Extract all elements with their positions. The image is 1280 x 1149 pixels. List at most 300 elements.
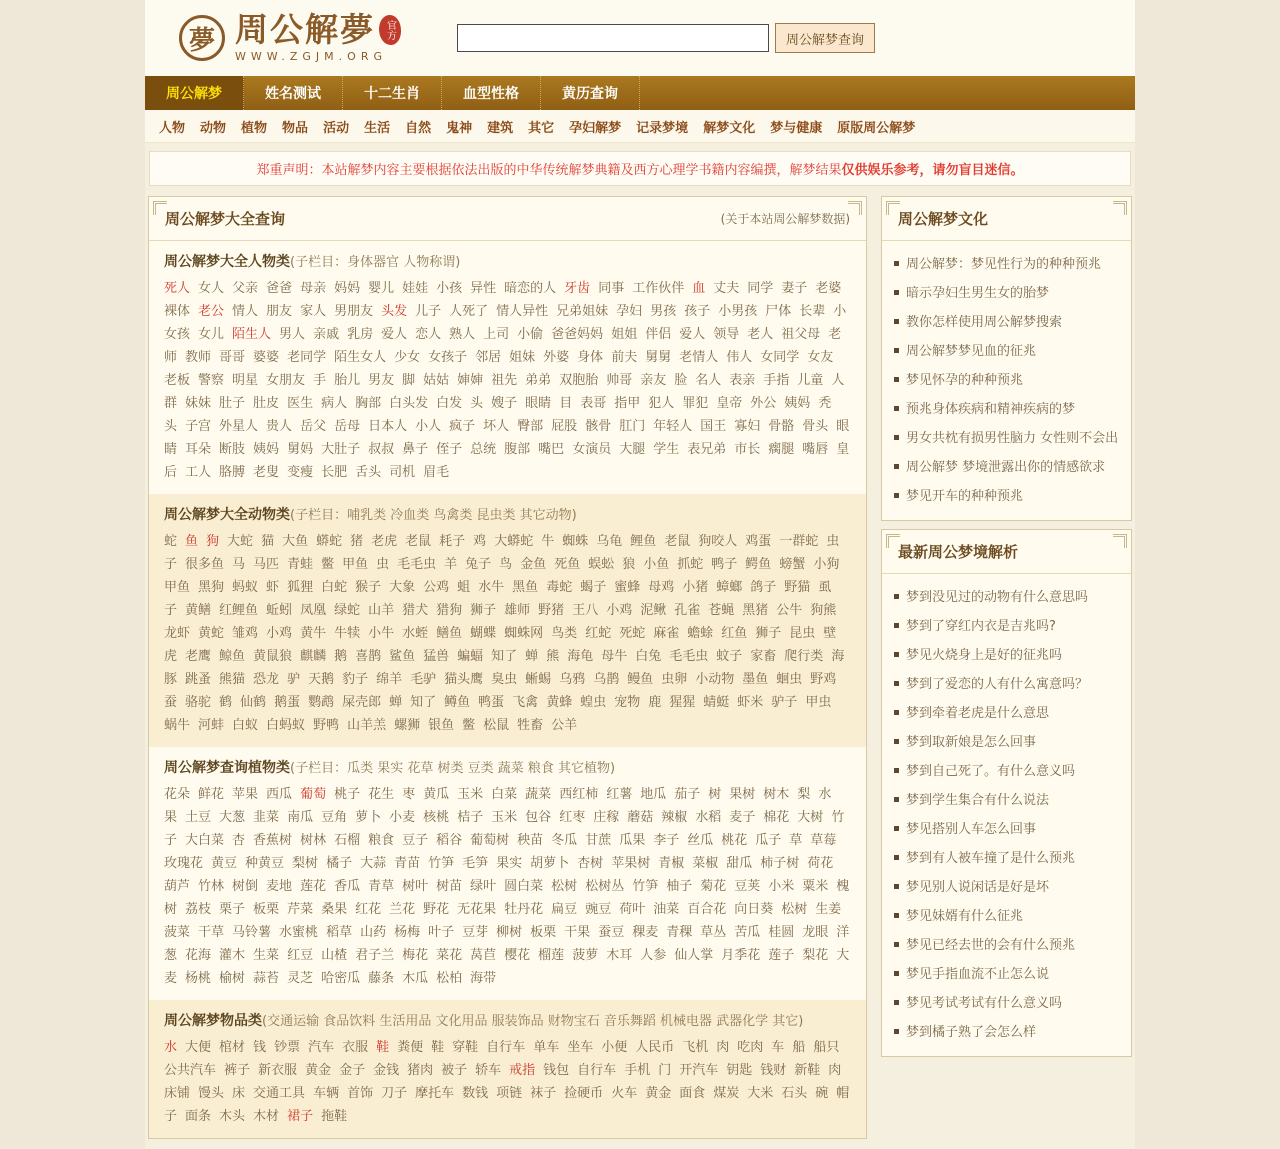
- dream-keyword-link[interactable]: 鸟类: [551, 626, 578, 641]
- dream-keyword-link[interactable]: 老婆: [815, 281, 842, 296]
- dream-keyword-link[interactable]: 水: [164, 1040, 178, 1055]
- dream-keyword-link[interactable]: 手机: [624, 1063, 651, 1078]
- dream-keyword-link[interactable]: 鸽子: [750, 580, 777, 595]
- dream-keyword-link[interactable]: 蝎子: [580, 580, 607, 595]
- dream-keyword-link[interactable]: 肛门: [619, 419, 646, 434]
- dream-keyword-link[interactable]: 青蛙: [287, 557, 314, 572]
- dream-keyword-link[interactable]: 梨树: [292, 856, 319, 871]
- dream-keyword-link[interactable]: 市长: [734, 442, 761, 457]
- dream-keyword-link[interactable]: 蝉: [389, 695, 403, 710]
- dream-keyword-link[interactable]: 小米: [768, 879, 795, 894]
- dream-keyword-link[interactable]: 瓜果: [619, 833, 646, 848]
- dream-keyword-link[interactable]: 黄鼠狼: [253, 649, 293, 664]
- dream-keyword-link[interactable]: 婶婶: [457, 373, 484, 388]
- dream-keyword-link[interactable]: 山药: [360, 925, 387, 940]
- dream-keyword-link[interactable]: 毛毛虫: [397, 557, 437, 572]
- dream-keyword-link[interactable]: 爬行类: [784, 649, 824, 664]
- dream-keyword-link[interactable]: 柳树: [496, 925, 523, 940]
- dream-keyword-link[interactable]: 鹅蛋: [274, 695, 301, 710]
- dream-keyword-link[interactable]: 人群: [164, 373, 845, 411]
- dream-keyword-link[interactable]: 恋人: [415, 327, 442, 342]
- subnav-item[interactable]: 动物: [200, 120, 227, 136]
- dream-keyword-link[interactable]: 松树丛: [585, 879, 625, 894]
- dream-keyword-link[interactable]: 西红柿: [559, 787, 599, 802]
- subnav-item[interactable]: 建筑: [487, 120, 514, 136]
- dream-keyword-link[interactable]: 蒜苔: [253, 971, 280, 986]
- dream-keyword-link[interactable]: 蛇: [164, 534, 178, 549]
- dream-keyword-link[interactable]: 乌龟: [596, 534, 623, 549]
- dream-keyword-link[interactable]: 毒蛇: [546, 580, 573, 595]
- dream-keyword-link[interactable]: 麻雀: [653, 626, 680, 641]
- dream-keyword-link[interactable]: 暗恋的人: [504, 281, 557, 296]
- dream-keyword-link[interactable]: 甲鱼: [164, 580, 191, 595]
- subnav-item[interactable]: 生活: [364, 120, 391, 136]
- dream-keyword-link[interactable]: 水蛭: [402, 626, 429, 641]
- dream-keyword-link[interactable]: 舅妈: [287, 442, 314, 457]
- dream-keyword-link[interactable]: 苍蝇: [708, 603, 735, 618]
- dream-keyword-link[interactable]: 竹笋: [632, 879, 659, 894]
- dream-keyword-link[interactable]: 哈密瓜: [321, 971, 361, 986]
- sidebar-article-link[interactable]: [894, 612, 1119, 641]
- dream-keyword-link[interactable]: 青草: [368, 879, 395, 894]
- dream-keyword-link[interactable]: 鸡蛋: [745, 534, 772, 549]
- dream-keyword-link[interactable]: 头: [470, 396, 484, 411]
- dream-keyword-link[interactable]: 母鸡: [648, 580, 675, 595]
- dream-keyword-link[interactable]: 虫子: [164, 534, 840, 572]
- dream-keyword-link[interactable]: 小鸡: [266, 626, 293, 641]
- dream-keyword-link[interactable]: 种黄豆: [245, 856, 285, 871]
- dream-keyword-link[interactable]: 灵芝: [287, 971, 314, 986]
- dream-keyword-link[interactable]: 孔雀: [674, 603, 701, 618]
- dream-keyword-link[interactable]: 蝴蝶: [470, 626, 497, 641]
- dream-keyword-link[interactable]: 黄金: [645, 1086, 672, 1101]
- sidebar-article-link[interactable]: [894, 902, 1119, 931]
- dream-keyword-link[interactable]: 山羊羔: [347, 718, 387, 733]
- dream-keyword-link[interactable]: 老师: [164, 327, 842, 365]
- dream-keyword-link[interactable]: 苹果: [232, 787, 259, 802]
- dream-keyword-link[interactable]: 煤炭: [713, 1086, 740, 1101]
- dream-keyword-link[interactable]: 妈妈: [334, 281, 361, 296]
- dream-keyword-link[interactable]: 肉: [828, 1063, 842, 1078]
- dream-keyword-link[interactable]: 表兄弟: [687, 442, 727, 457]
- dream-keyword-link[interactable]: 小女孩: [164, 304, 847, 342]
- dream-keyword-link[interactable]: 猎犬: [402, 603, 429, 618]
- dream-keyword-link[interactable]: 黄牛: [300, 626, 327, 641]
- dream-keyword-link[interactable]: 棉花: [763, 810, 790, 825]
- dream-keyword-link[interactable]: 大鱼: [282, 534, 309, 549]
- sidebar-article-link[interactable]: [894, 453, 1119, 482]
- dream-keyword-link[interactable]: 异性: [470, 281, 497, 296]
- dream-keyword-link[interactable]: 甘蔗: [585, 833, 612, 848]
- dream-keyword-link[interactable]: 肚子: [219, 396, 246, 411]
- dream-keyword-link[interactable]: 钱: [253, 1040, 267, 1055]
- dream-keyword-link[interactable]: 狮子: [470, 603, 497, 618]
- dream-keyword-link[interactable]: 黑猪: [742, 603, 769, 618]
- dream-keyword-link[interactable]: 姨妈: [253, 442, 280, 457]
- dream-keyword-link[interactable]: 雏鸡: [232, 626, 259, 641]
- dream-keyword-link[interactable]: 耳朵: [185, 442, 212, 457]
- dream-keyword-link[interactable]: 父亲: [232, 281, 259, 296]
- dream-keyword-link[interactable]: 树木: [763, 787, 790, 802]
- dream-keyword-link[interactable]: 丝瓜: [687, 833, 714, 848]
- dream-keyword-link[interactable]: 苦瓜: [734, 925, 761, 940]
- dream-keyword-link[interactable]: 豆角: [321, 810, 348, 825]
- dream-keyword-link[interactable]: 岳母: [334, 419, 361, 434]
- dream-keyword-link[interactable]: 胡萝卜: [530, 856, 570, 871]
- dream-keyword-link[interactable]: 绿蛇: [334, 603, 361, 618]
- subnav-item[interactable]: 自然: [405, 120, 432, 136]
- dream-keyword-link[interactable]: 爸爸: [266, 281, 293, 296]
- dream-keyword-link[interactable]: 生姜: [815, 902, 842, 917]
- dream-keyword-link[interactable]: 桃花: [721, 833, 748, 848]
- dream-keyword-link[interactable]: 豆芽: [462, 925, 489, 940]
- dream-keyword-link[interactable]: 杨梅: [394, 925, 421, 940]
- sidebar-article-link[interactable]: [894, 960, 1119, 989]
- dream-keyword-link[interactable]: 鲜花: [198, 787, 225, 802]
- dream-keyword-link[interactable]: 刀子: [381, 1086, 408, 1101]
- dream-keyword-link[interactable]: 女朋友: [266, 373, 306, 388]
- sidebar-article-link[interactable]: [894, 395, 1119, 424]
- dream-keyword-link[interactable]: 姐妹: [509, 350, 536, 365]
- dream-keyword-link[interactable]: 甜瓜: [726, 856, 753, 871]
- dream-keyword-link[interactable]: 柿子树: [760, 856, 800, 871]
- dream-keyword-link[interactable]: 船: [792, 1040, 806, 1055]
- dream-keyword-link[interactable]: 驴子: [771, 695, 798, 710]
- dream-keyword-link[interactable]: 河蚌: [198, 718, 225, 733]
- dream-keyword-link[interactable]: 冬瓜: [551, 833, 578, 848]
- dream-keyword-link[interactable]: 海带: [470, 971, 497, 986]
- dream-keyword-link[interactable]: 蝉: [525, 649, 539, 664]
- dream-keyword-link[interactable]: 寡妇: [734, 419, 761, 434]
- dream-keyword-link[interactable]: 海豚: [164, 649, 845, 687]
- dream-keyword-link[interactable]: 疯子: [449, 419, 476, 434]
- dream-keyword-link[interactable]: 狮子: [755, 626, 782, 641]
- dream-keyword-link[interactable]: 驴: [287, 672, 301, 687]
- dream-keyword-link[interactable]: 牛: [541, 534, 555, 549]
- dream-keyword-link[interactable]: 泥鳅: [640, 603, 667, 618]
- dream-keyword-link[interactable]: 贵人: [266, 419, 293, 434]
- dream-keyword-link[interactable]: 国王: [700, 419, 727, 434]
- dream-keyword-link[interactable]: 金钱: [373, 1063, 400, 1078]
- dream-keyword-link[interactable]: 猴子: [355, 580, 382, 595]
- dream-keyword-link[interactable]: 葡萄: [300, 787, 327, 802]
- dream-keyword-link[interactable]: 病人: [321, 396, 348, 411]
- dream-keyword-link[interactable]: 大蒜: [360, 856, 387, 871]
- dream-keyword-link[interactable]: 眼睛: [525, 396, 552, 411]
- dream-keyword-link[interactable]: 月季花: [721, 948, 761, 963]
- dream-keyword-link[interactable]: 肉: [716, 1040, 730, 1055]
- dream-keyword-link[interactable]: 捡硬币: [564, 1086, 604, 1101]
- dream-keyword-link[interactable]: 面条: [185, 1109, 212, 1124]
- dream-keyword-link[interactable]: 牡丹花: [504, 902, 544, 917]
- dream-keyword-link[interactable]: 母牛: [601, 649, 628, 664]
- dream-keyword-link[interactable]: 松树: [551, 879, 578, 894]
- dream-keyword-link[interactable]: 莴苣: [470, 948, 497, 963]
- dream-keyword-link[interactable]: 竹笋: [428, 856, 455, 871]
- dream-keyword-link[interactable]: 水蜜桃: [279, 925, 319, 940]
- dream-keyword-link[interactable]: 女同学: [760, 350, 800, 365]
- dream-keyword-link[interactable]: 棺材: [219, 1040, 246, 1055]
- dream-keyword-link[interactable]: 豹子: [342, 672, 369, 687]
- dream-keyword-link[interactable]: 豆荚: [734, 879, 761, 894]
- dream-keyword-link[interactable]: 螃蟹: [779, 557, 806, 572]
- dream-keyword-link[interactable]: 蜥蜴: [525, 672, 552, 687]
- dream-keyword-link[interactable]: 裤子: [224, 1063, 251, 1078]
- dream-keyword-link[interactable]: 龙眼: [802, 925, 829, 940]
- dream-keyword-link[interactable]: 青椒: [658, 856, 685, 871]
- dream-keyword-link[interactable]: 猫: [261, 534, 275, 549]
- sidebar-article-link[interactable]: [894, 583, 1119, 612]
- sidebar-article-link[interactable]: [894, 757, 1119, 786]
- dream-keyword-link[interactable]: 老鹰: [185, 649, 212, 664]
- subnav-item[interactable]: 鬼神: [446, 120, 473, 136]
- dream-keyword-link[interactable]: 馒头: [198, 1086, 225, 1101]
- dream-keyword-link[interactable]: 老鼠: [405, 534, 432, 549]
- section-subcolumns[interactable]: (交通运输 食品饮料 生活用品 文化用品 服装饰品 财物宝石 音乐舞蹈 机械电器 武器化学 其它): [262, 1014, 804, 1029]
- dream-keyword-link[interactable]: 鸡: [473, 534, 487, 549]
- dream-keyword-link[interactable]: 玉米: [491, 810, 518, 825]
- dream-keyword-link[interactable]: 葡萄树: [470, 833, 510, 848]
- dream-keyword-link[interactable]: 婆婆: [253, 350, 280, 365]
- dream-keyword-link[interactable]: 大米: [747, 1086, 774, 1101]
- dream-keyword-link[interactable]: 脚: [402, 373, 416, 388]
- dream-keyword-link[interactable]: 狗: [206, 534, 220, 549]
- dream-keyword-link[interactable]: 穿鞋: [452, 1040, 479, 1055]
- dream-keyword-link[interactable]: 屎壳郎: [342, 695, 382, 710]
- dream-keyword-link[interactable]: 香瓜: [334, 879, 361, 894]
- dream-keyword-link[interactable]: 稻谷: [436, 833, 463, 848]
- dream-keyword-link[interactable]: 表哥: [580, 396, 607, 411]
- dream-keyword-link[interactable]: 野猪: [538, 603, 565, 618]
- dream-keyword-link[interactable]: 裸体: [164, 304, 191, 319]
- dream-keyword-link[interactable]: 尸体: [765, 304, 792, 319]
- dream-keyword-link[interactable]: 工人: [185, 465, 212, 480]
- dream-keyword-link[interactable]: 老叟: [253, 465, 280, 480]
- dream-keyword-link[interactable]: 菠萝: [572, 948, 599, 963]
- dream-keyword-link[interactable]: 小孩: [436, 281, 463, 296]
- dream-keyword-link[interactable]: 血: [692, 281, 706, 296]
- sidebar-article-link[interactable]: [894, 424, 1119, 453]
- dream-keyword-link[interactable]: 骨骼: [768, 419, 795, 434]
- dream-keyword-link[interactable]: 臀部: [517, 419, 544, 434]
- search-input[interactable]: [457, 24, 769, 52]
- subnav-item[interactable]: 记录梦境: [636, 120, 689, 136]
- dream-keyword-link[interactable]: 君子兰: [355, 948, 395, 963]
- dream-keyword-link[interactable]: 公鸡: [423, 580, 450, 595]
- dream-keyword-link[interactable]: 枣: [402, 787, 416, 802]
- dream-keyword-link[interactable]: 稞麦: [632, 925, 659, 940]
- dream-keyword-link[interactable]: 包谷: [525, 810, 552, 825]
- dream-keyword-link[interactable]: 茄子: [674, 787, 701, 802]
- dream-keyword-link[interactable]: 马匹: [253, 557, 280, 572]
- dream-keyword-link[interactable]: 碗: [815, 1086, 829, 1101]
- dream-keyword-link[interactable]: 虾: [266, 580, 280, 595]
- dream-keyword-link[interactable]: 松鼠: [483, 718, 510, 733]
- dream-keyword-link[interactable]: 自行车: [486, 1040, 526, 1055]
- dream-keyword-link[interactable]: 松柏: [436, 971, 463, 986]
- dream-keyword-link[interactable]: 祖先: [491, 373, 518, 388]
- dream-keyword-link[interactable]: 稻草: [326, 925, 353, 940]
- dream-keyword-link[interactable]: 小便: [601, 1040, 628, 1055]
- dream-keyword-link[interactable]: 草莓: [810, 833, 837, 848]
- dream-keyword-link[interactable]: 山楂: [321, 948, 348, 963]
- dream-keyword-link[interactable]: 孕妇: [616, 304, 643, 319]
- dream-keyword-link[interactable]: 腹部: [504, 442, 531, 457]
- dream-keyword-link[interactable]: 车: [771, 1040, 785, 1055]
- dream-keyword-link[interactable]: 辣椒: [661, 810, 688, 825]
- dream-keyword-link[interactable]: 戒指: [509, 1063, 536, 1078]
- nav-item[interactable]: 周公解梦: [145, 76, 244, 110]
- dream-keyword-link[interactable]: 荔枝: [185, 902, 212, 917]
- dream-keyword-link[interactable]: 狼: [622, 557, 636, 572]
- dream-keyword-link[interactable]: 乳房: [347, 327, 374, 342]
- dream-keyword-link[interactable]: 亲友: [640, 373, 667, 388]
- dream-keyword-link[interactable]: 长肥: [321, 465, 348, 480]
- dream-keyword-link[interactable]: 外星人: [219, 419, 259, 434]
- dream-keyword-link[interactable]: 嫂子: [491, 396, 518, 411]
- dream-keyword-link[interactable]: 身体: [577, 350, 604, 365]
- dream-keyword-link[interactable]: 交通工具: [253, 1086, 306, 1101]
- dream-keyword-link[interactable]: 秃头: [164, 396, 832, 434]
- subnav-item[interactable]: 解梦文化: [703, 120, 756, 136]
- dream-keyword-link[interactable]: 兄弟姐妹: [556, 304, 609, 319]
- dream-keyword-link[interactable]: 果实: [496, 856, 523, 871]
- dream-keyword-link[interactable]: 舅舅: [645, 350, 672, 365]
- dream-keyword-link[interactable]: 飞禽: [512, 695, 539, 710]
- dream-keyword-link[interactable]: 男孩: [650, 304, 677, 319]
- dream-keyword-link[interactable]: 栗子: [219, 902, 246, 917]
- dream-keyword-link[interactable]: 肚皮: [253, 396, 280, 411]
- dream-keyword-link[interactable]: 女儿: [198, 327, 225, 342]
- dream-keyword-link[interactable]: 小牛: [368, 626, 395, 641]
- dream-keyword-link[interactable]: 木耳: [606, 948, 633, 963]
- dream-keyword-link[interactable]: 宠物: [614, 695, 641, 710]
- dream-keyword-link[interactable]: 虫: [376, 557, 390, 572]
- dream-keyword-link[interactable]: 大白菜: [185, 833, 225, 848]
- dream-keyword-link[interactable]: 粪便: [397, 1040, 424, 1055]
- dream-keyword-link[interactable]: 表亲: [729, 373, 756, 388]
- dream-keyword-link[interactable]: 大麦: [164, 948, 850, 986]
- dream-keyword-link[interactable]: 变瘦: [287, 465, 314, 480]
- dream-keyword-link[interactable]: 荷叶: [619, 902, 646, 917]
- dream-keyword-link[interactable]: 板栗: [530, 925, 557, 940]
- dream-keyword-link[interactable]: 树苗: [436, 879, 463, 894]
- dream-keyword-link[interactable]: 首饰: [347, 1086, 374, 1101]
- dream-keyword-link[interactable]: 人死了: [449, 304, 489, 319]
- dream-keyword-link[interactable]: 孩子: [684, 304, 711, 319]
- dream-keyword-link[interactable]: 蜘蛛网: [504, 626, 544, 641]
- dream-keyword-link[interactable]: 臭虫: [491, 672, 518, 687]
- sidebar-article-link[interactable]: [894, 482, 1119, 511]
- dream-keyword-link[interactable]: 兰花: [389, 902, 416, 917]
- dream-keyword-link[interactable]: 黄蛇: [198, 626, 225, 641]
- dream-keyword-link[interactable]: 白蚁: [232, 718, 259, 733]
- dream-keyword-link[interactable]: 知了: [491, 649, 518, 664]
- dream-keyword-link[interactable]: 熟人: [449, 327, 476, 342]
- dream-keyword-link[interactable]: 大树: [797, 810, 824, 825]
- dream-keyword-link[interactable]: 猪肉: [407, 1063, 434, 1078]
- dream-keyword-link[interactable]: 鳟鱼: [444, 695, 471, 710]
- dream-keyword-link[interactable]: 玫瑰花: [164, 856, 204, 871]
- dream-keyword-link[interactable]: 熊猫: [219, 672, 246, 687]
- dream-keyword-link[interactable]: 干草: [198, 925, 225, 940]
- dream-keyword-link[interactable]: 蜘蛛: [562, 534, 589, 549]
- dream-keyword-link[interactable]: 小鸡: [606, 603, 633, 618]
- dream-keyword-link[interactable]: 兔子: [465, 557, 492, 572]
- dream-keyword-link[interactable]: 汽车: [308, 1040, 335, 1055]
- dream-keyword-link[interactable]: 情人异性: [496, 304, 549, 319]
- dream-keyword-link[interactable]: 大蟒蛇: [494, 534, 534, 549]
- subnav-item[interactable]: 植物: [241, 120, 268, 136]
- dream-keyword-link[interactable]: 同事: [598, 281, 625, 296]
- dream-keyword-link[interactable]: 弟弟: [525, 373, 552, 388]
- dream-keyword-link[interactable]: 藤条: [368, 971, 395, 986]
- dream-keyword-link[interactable]: 白头发: [389, 396, 429, 411]
- dream-keyword-link[interactable]: 绵羊: [376, 672, 403, 687]
- dream-keyword-link[interactable]: 死蛇: [619, 626, 646, 641]
- dream-keyword-link[interactable]: 爱人: [679, 327, 706, 342]
- dream-keyword-link[interactable]: 面食: [679, 1086, 706, 1101]
- dream-keyword-link[interactable]: 大象: [389, 580, 416, 595]
- dream-keyword-link[interactable]: 白菜: [491, 787, 518, 802]
- subnav-item[interactable]: 梦与健康: [770, 120, 823, 136]
- dream-keyword-link[interactable]: 帽子: [164, 1086, 850, 1124]
- dream-keyword-link[interactable]: 新衣服: [258, 1063, 298, 1078]
- dream-keyword-link[interactable]: 鹅: [334, 649, 348, 664]
- dream-keyword-link[interactable]: 石头: [781, 1086, 808, 1101]
- dream-keyword-link[interactable]: 干果: [564, 925, 591, 940]
- dream-keyword-link[interactable]: 骨头: [802, 419, 829, 434]
- sidebar-article-link[interactable]: [894, 786, 1119, 815]
- dream-keyword-link[interactable]: 骸骨: [585, 419, 612, 434]
- dream-keyword-link[interactable]: 鳝鱼: [436, 626, 463, 641]
- dream-keyword-link[interactable]: 野鸭: [313, 718, 340, 733]
- dream-keyword-link[interactable]: 粟米: [802, 879, 829, 894]
- dream-keyword-link[interactable]: 爸爸妈妈: [551, 327, 604, 342]
- dream-keyword-link[interactable]: 虾米: [737, 695, 764, 710]
- dream-keyword-link[interactable]: 男人: [279, 327, 306, 342]
- dream-keyword-link[interactable]: 榆树: [219, 971, 246, 986]
- dream-keyword-link[interactable]: 女孩子: [428, 350, 468, 365]
- dream-keyword-link[interactable]: 手指: [763, 373, 790, 388]
- dream-keyword-link[interactable]: 女人: [198, 281, 225, 296]
- dream-keyword-link[interactable]: 红蛇: [585, 626, 612, 641]
- dream-keyword-link[interactable]: 甲鱼: [342, 557, 369, 572]
- dream-keyword-link[interactable]: 黄瓜: [423, 787, 450, 802]
- dream-keyword-link[interactable]: 牙齿: [564, 281, 591, 296]
- dream-keyword-link[interactable]: 屁股: [551, 419, 578, 434]
- dream-keyword-link[interactable]: 野鸡: [810, 672, 837, 687]
- dream-keyword-link[interactable]: 双胞胎: [559, 373, 599, 388]
- dream-keyword-link[interactable]: 金子: [339, 1063, 366, 1078]
- dream-keyword-link[interactable]: 鸟: [499, 557, 513, 572]
- dream-keyword-link[interactable]: 南瓜: [287, 810, 314, 825]
- dream-keyword-link[interactable]: 天鹅: [308, 672, 335, 687]
- dream-keyword-link[interactable]: 恐龙: [253, 672, 280, 687]
- dream-keyword-link[interactable]: 数钱: [462, 1086, 489, 1101]
- dream-keyword-link[interactable]: 头发: [381, 304, 408, 319]
- dream-keyword-link[interactable]: 桔子: [457, 810, 484, 825]
- dream-keyword-link[interactable]: 洋葱: [164, 925, 850, 963]
- dream-keyword-link[interactable]: 木头: [219, 1109, 246, 1124]
- dream-keyword-link[interactable]: 鞋: [431, 1040, 445, 1055]
- dream-keyword-link[interactable]: 老情人: [679, 350, 719, 365]
- dream-keyword-link[interactable]: 红豆: [287, 948, 314, 963]
- dream-keyword-link[interactable]: 梅花: [402, 948, 429, 963]
- dream-keyword-link[interactable]: 松树: [781, 902, 808, 917]
- nav-item[interactable]: 十二生肖: [343, 76, 442, 110]
- dream-keyword-link[interactable]: 树: [708, 787, 722, 802]
